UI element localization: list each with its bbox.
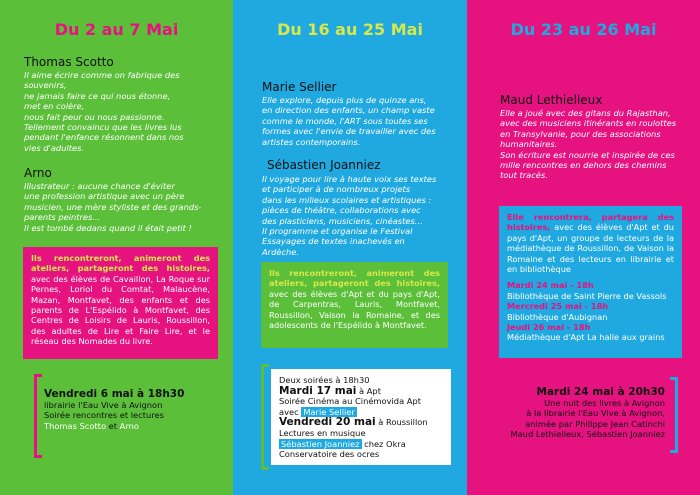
artist-name: Sébastien Joanniez: [267, 158, 381, 172]
artist-bio: Illustrateur : aucune chance d'éviter une profession artistique avec un père musicien, une mère styliste et des grands- parents peintres... Il est tombé dedans quand il était petit !: [24, 181, 202, 233]
column-header: Du 23 au 26 Mai: [510, 20, 657, 39]
artist-bio: Il aime écrire comme on fabrique des souvenirs, ne jamais faire ce qui nous étonne, met en colère, nous fait peur ou nous passionne. Tellement convaincu que les livres lus pendant l'enfance résonnent dans nos vies d'adultes.: [24, 70, 184, 153]
workshop-box: Ils rencontreront, animeront des ateliers, partageront des histoires, avec des élèves d'Apt et du pays d'Apt, de Carpentras, Lauris, Montfavet, Roussillon, Vaison la Romaine, et des adolescents de l'Espélido à Montfavet.: [261, 262, 448, 348]
event-info: Vendredi 6 mai à 18h30 librairie l'Eau Vive à Avignon Soirée rencontres et lectures Thomas Scotto et Arno: [44, 388, 185, 431]
event-info: Deux soirées à 18h30 Mardi 17 mai à Apt Soirée Cinéma au Cinémovida Apt avec Marie Sellier Vendredi 20 mai à Roussillon Lectures en musique Sébastien Joanniez chez Okra Conservatoire des ocres: [271, 369, 451, 465]
workshop-box: Elle rencontrera, partagera des histoires, avec des élèves d'Apt et du pays d'Apt, un groupe de lecteurs de la médiathèque de Roussillon, de Vaison la Romaine et des lecteurs en librairie et en bibliothèque Mardi 24 mai - 18h Bibliothèque de Saint Pierre de Vassols Mercredi 25 mai - 18h Bibliothèque d'Aubignan Jeudi 26 mai - 18h Médiathèque d'Apt La halle aux grains: [499, 206, 682, 358]
artist-name: Marie Sellier: [262, 80, 337, 94]
column-header: Du 16 au 25 Mai: [277, 20, 423, 39]
bracket-left: [34, 374, 42, 458]
artist-bio: Elle explore, depuis plus de quinze ans, en direction des enfants, un champ vaste comme le monde, l'ART sous toutes ses formes avec l'envie de travailler avec des artistes contemporains.: [262, 95, 436, 147]
artist-name: Thomas Scotto: [24, 55, 114, 69]
column-header: Du 2 au 7 Mai: [54, 20, 179, 39]
workshop-box: Ils rencontreront, animeront des ateliers, partageront des histoires, avec des élèves de Cavaillon, La Roque sur Pernes, Loriol du Comtat, Malaucène, Mazan, Montfavet, des enfants et des parents de L'Espélido à Montfavet, des Centres de Loisirs de Lauris, Roussillon, des adultes de Lire et Faire Lire, et le réseau des Nomades du livre.: [23, 247, 218, 359]
bracket-left: [261, 364, 269, 470]
artist-bio: Il voyage pour lire à haute voix ses textes et participer à de nombreux projets dans les milieux scolaires et artistiques : pièces de théâtre, collaborations avec des plasticiens, musiciens, cinéastes... Il programme et organise le Festival Essayages de textes inachevés en Ardèche.: [262, 174, 437, 257]
artist-bio: Elle a joué avec des gitans du Rajasthan, avec des musiciens itinérants en roulottes en Transylvanie, pour des associations humanitaires. Son écriture est nourrie et inspirée de ces mille rencontres en dehors des chemins tout tracés.: [500, 108, 677, 181]
event-info: Mardi 24 mai à 20h30 Une nuit des livres à Avignon à la librairie l'Eau Vive à Avignon, animée par Philippe Jean Catinchi Maud Lethielleux, Sébastien Joanniez: [510, 386, 665, 440]
column-16-25-mai: [233, 0, 467, 495]
column-23-26-mai: [467, 0, 700, 495]
column-2-7-mai: [0, 0, 233, 495]
bracket-right: [670, 377, 678, 453]
artist-name: Maud Lethielleux: [500, 93, 603, 107]
artist-name: Arno: [24, 166, 52, 180]
